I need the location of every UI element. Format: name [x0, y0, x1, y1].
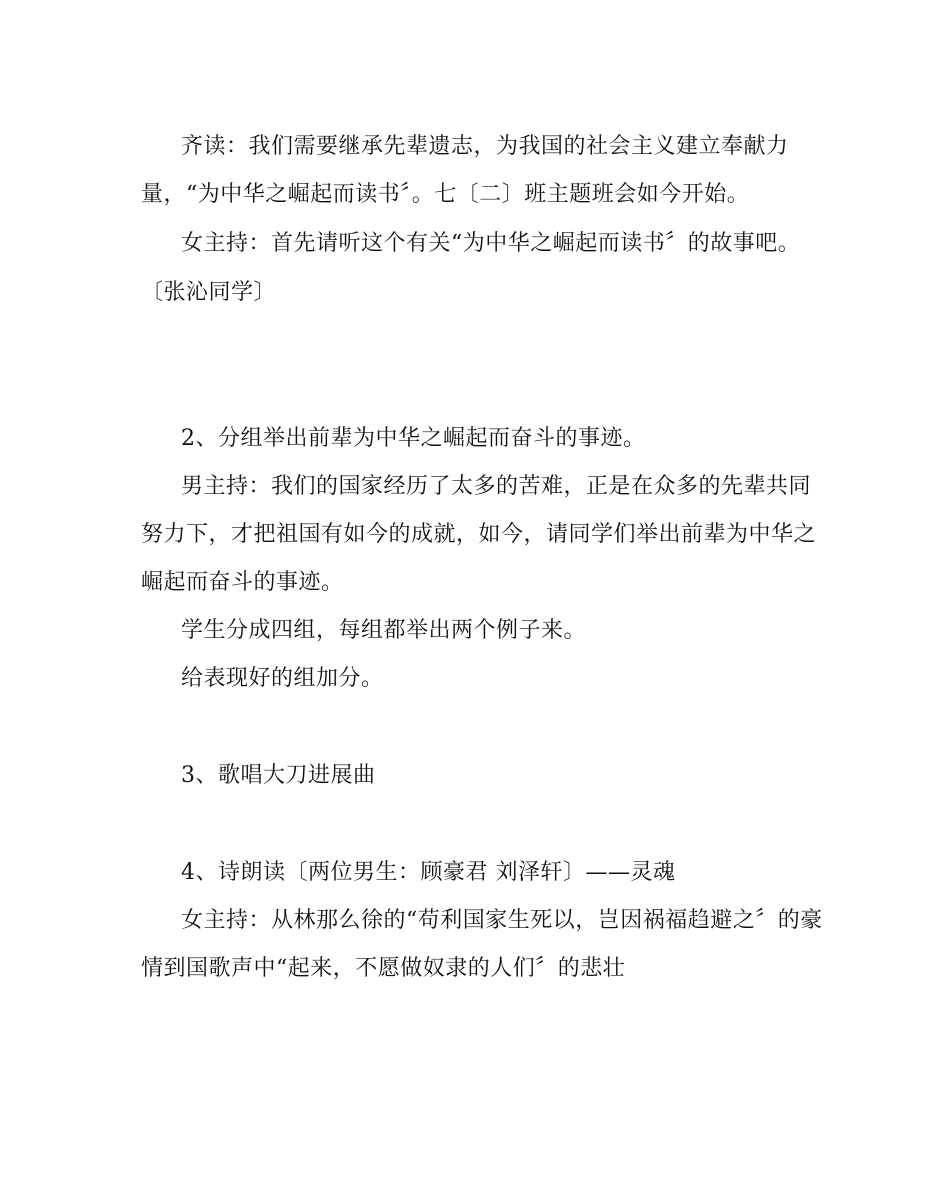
text-line: 量，“为中华之崛起而读书〞。七〔二〕班主题班会如今开始。 — [141, 182, 750, 207]
text-line: 3、歌唱大刀进展曲 — [181, 763, 376, 788]
text-line: 努力下，才把祖国有如今的成就，如今，请同学们举出前辈为中华之 — [141, 522, 817, 547]
text-line: 男主持：我们的国家经历了太多的苦难，正是在众多的先辈共同 — [181, 474, 812, 499]
text-line: 女主持：从林那么徐的“苟利国家生死以，岂因祸福趋避之〞的豪 — [181, 908, 823, 933]
text-line: 4、诗朗读〔两位男生：顾豪君 刘泽轩〕——灵魂 — [181, 860, 676, 885]
text-line: 情到国歌声中“起来，不愿做奴隶的人们〞的悲壮 — [141, 956, 626, 981]
text-line: 给表现好的组加分。 — [181, 666, 384, 691]
text-line: 2、分组举出前辈为中华之崛起而奋斗的事迹。 — [181, 426, 646, 451]
text-line: 崛起而奋斗的事迹。 — [141, 570, 344, 595]
text-line: 女主持：首先请听这个有关“为中华之崛起而读书〞的故事吧。 — [181, 231, 801, 256]
text-line: 〔张沁同学〕 — [141, 280, 277, 305]
text-line: 齐读：我们需要继承先辈遗志，为我国的社会主义建立奉献力 — [181, 134, 789, 159]
text-line: 学生分成四组，每组都举出两个例子来。 — [181, 618, 587, 643]
